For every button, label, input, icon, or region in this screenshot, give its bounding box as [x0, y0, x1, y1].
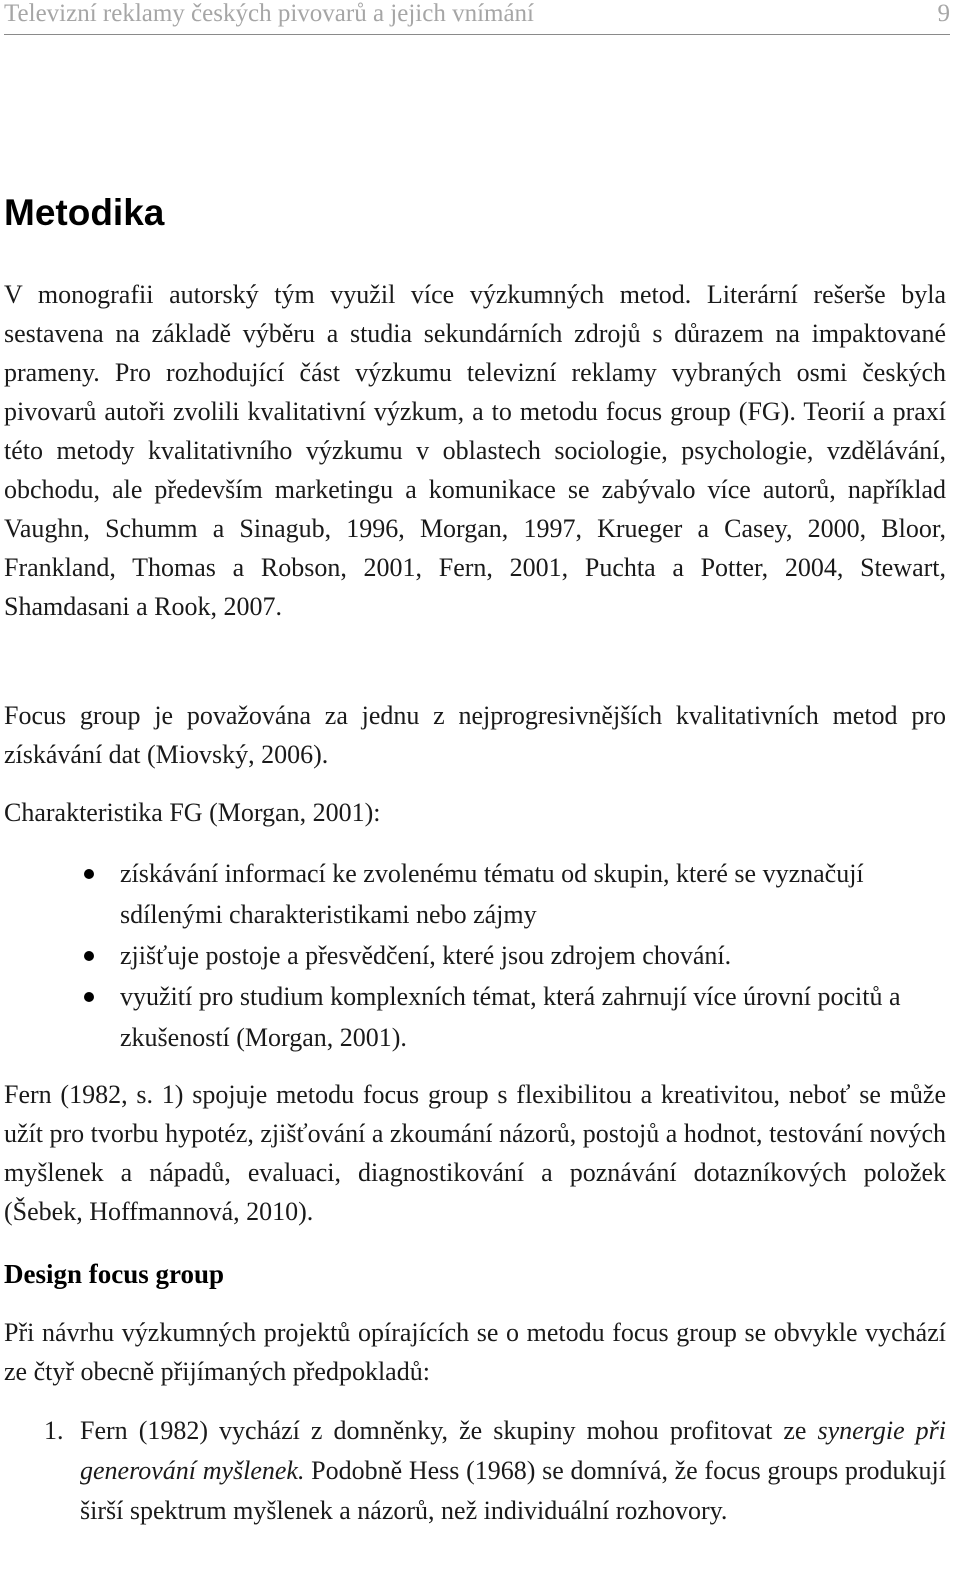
list-item-text: zjišťuje postoje a přesvědčení, které jsou zdrojem chování. [120, 941, 732, 970]
bullet-icon [84, 951, 94, 961]
bullet-icon [84, 869, 94, 879]
paragraph-fern-flexibility: Fern (1982, s. 1) spojuje metodu focus group s flexibilitou a kreativitou, neboť se může užít pro tvorbu hypotéz, zjišťování a zkoumání názorů, postojů a hodnot, testování nových myšlenek a nápadů, evaluaci, diagnostikování a poznávání dotazníkových položek (Šebek, Hoffmannová, 2010). [4, 1080, 946, 1226]
numbered-item [4, 1411, 946, 1531]
list-item [4, 976, 946, 1058]
running-title: Televizní reklamy českých pivovarů a jejich vnímání [4, 0, 535, 27]
paragraph-characteristics-intro: Charakteristika FG (Morgan, 2001): [4, 798, 381, 827]
characteristics-list [4, 853, 946, 1058]
subsection-heading: Design focus group [4, 1259, 225, 1289]
paragraph-design-intro: Při návrhu výzkumných projektů opírajících se o metodu focus group se obvykle vychází ze čtyř obecně přijímaných předpokladů: [4, 1318, 946, 1386]
bullet-icon [84, 992, 94, 1002]
item-lead-text: Fern (1982) vychází z domněnky, že skupiny mohou profitovat ze [80, 1416, 807, 1445]
section-heading: Metodika [4, 192, 165, 233]
item-rest-text: Podobně Hess (1968) se domnívá, že focus groups produkují širší spektrum myšlenek a názorů, než individuální rozhovory. [80, 1456, 946, 1525]
list-item-text: získávání informací ke zvolenému tématu od skupin, které se vyznačují sdílenými charakteristikami nebo zájmy [120, 859, 864, 929]
item-number: 1. [44, 1416, 64, 1445]
paragraph-methods-intro: V monografii autorský tým využil více výzkumných metod. Literární rešerše byla sestavena na základě výběru a studia sekundárních zdrojů s důrazem na impaktované prameny. Pro rozhodující část výzkumu televizní reklamy vybraných osmi českých pivovarů autoři zvolili kvalitativní výzkum, a to metodu focus group (FG). Teorií a praxí této metody kvalitativního výzkumu v oblastech sociologie, psychologie, vzdělávání, obchodu, ale především marketingu a komunikace se zabývalo více autorů, například Vaughn, Schumm a Sinagub, 1996, Morgan, 1997, Krueger a Casey, 2000, Bloor, Frankland, Thomas a Robson, 2001, Fern, 2001, Puchta a Potter, 2004, Stewart, Shamdasani a Rook, 2007. [4, 280, 946, 621]
item-emphasis-text: synergie při generování myšlenek. [80, 1416, 946, 1485]
list-item-text: využití pro studium komplexních témat, která zahrnují více úrovní pocitů a zkušeností (Morgan, 2001). [120, 982, 901, 1052]
paragraph-focus-group-definition: Focus group je považována za jednu z nejprogresivnějších kvalitativních metod pro získávání dat (Miovský, 2006). [4, 701, 946, 769]
list-item [4, 853, 946, 935]
running-header [4, 0, 950, 35]
page-number: 9 [937, 0, 950, 27]
assumptions-list [4, 1411, 946, 1531]
list-item [4, 935, 946, 976]
